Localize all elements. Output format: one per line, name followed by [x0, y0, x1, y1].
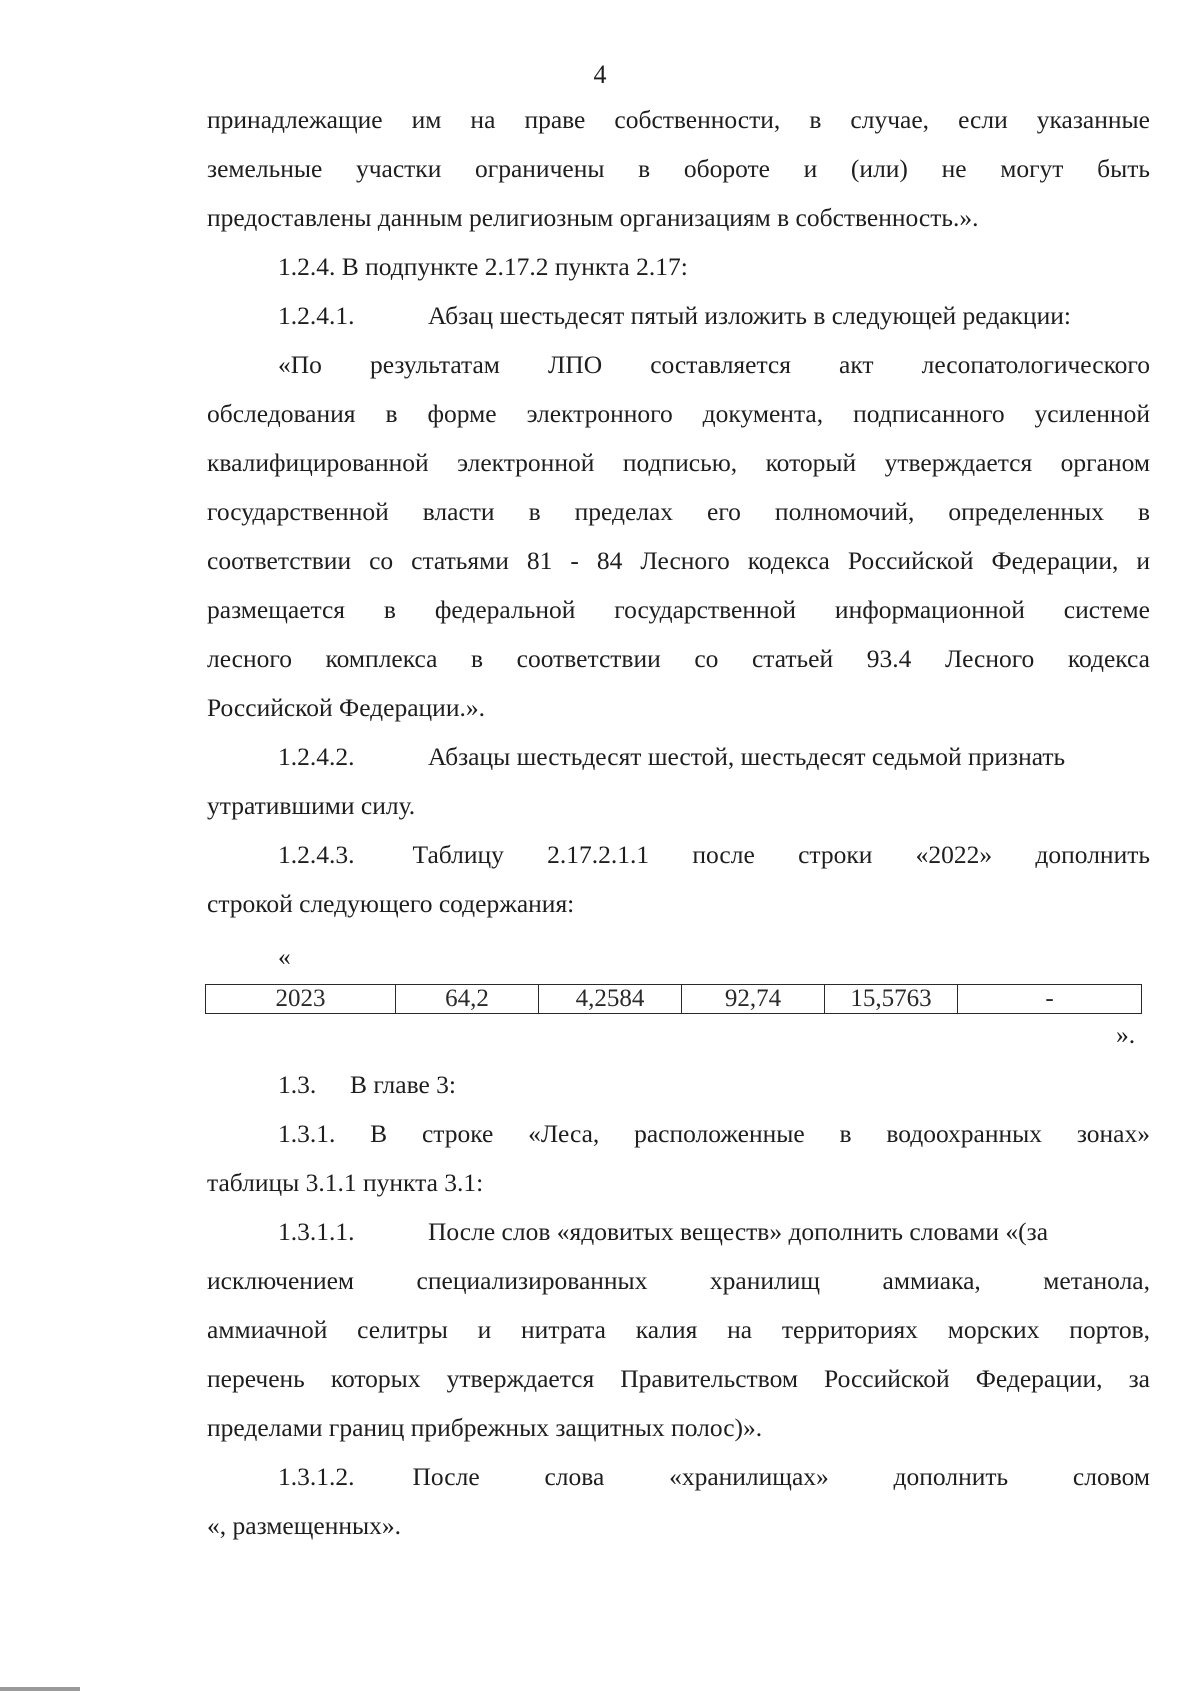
- paragraph-line: «, размещенных».: [207, 1511, 401, 1540]
- paragraph-line: обследования в форме электронного документа, подписанного усиленной: [207, 399, 1150, 428]
- paragraph-line: государственной власти в пределах его полномочий, определенных в: [207, 497, 1150, 526]
- paragraph-line: исключением специализированных хранилищ аммиака, метанола,: [207, 1266, 1150, 1295]
- paragraph-line: утратившими силу.: [207, 791, 416, 820]
- amendment-table-row: [205, 984, 1142, 1014]
- clause-text: После слова «хранилищах» дополнить словом: [412, 1462, 1150, 1491]
- clause-text: Абзац шестьдесят пятый изложить в следующей редакции:: [428, 301, 1071, 330]
- clause-number: 1.3.1.1.: [278, 1217, 355, 1246]
- paragraph-line: аммиачной селитры и нитрата калия на территориях морских портов,: [207, 1315, 1150, 1344]
- chapter-line: [278, 1070, 1150, 1100]
- table-cell: -: [958, 985, 1142, 1014]
- table-cell: 64,2: [396, 985, 539, 1014]
- closing-quote: ».: [1116, 1020, 1136, 1049]
- paragraph-line: Российской Федерации.».: [207, 693, 485, 722]
- clause-text: В главе 3:: [350, 1070, 457, 1099]
- clause-number: 1.3.1.2.: [278, 1462, 355, 1491]
- clause-text: Абзацы шестьдесят шестой, шестьдесят седьмой признать: [428, 742, 1066, 771]
- clause-number: 1.2.4.3.: [278, 840, 355, 869]
- clause-heading: 1.2.4. В подпункте 2.17.2 пункта 2.17:: [278, 252, 688, 281]
- paragraph-line: перечень которых утверждается Правительством Российской Федерации, за: [207, 1364, 1150, 1393]
- table-cell: 15,5763: [825, 985, 958, 1014]
- paragraph-line: лесного комплекса в соответствии со статьей 93.4 Лесного кодекса: [207, 644, 1150, 673]
- scan-artifact-mark: [0, 1687, 80, 1691]
- clause-text: После слов «ядовитых веществ» дополнить словами «(за: [428, 1217, 1049, 1246]
- paragraph-line: предоставлены данным религиозным организациям в собственность.».: [207, 203, 979, 232]
- table-cell-year: 2023: [275, 985, 326, 1012]
- clause-number: 1.3.: [278, 1070, 317, 1099]
- paragraph-line: принадлежащие им на праве собственности, в случае, если указанные: [207, 105, 1150, 134]
- opening-quote: «: [278, 942, 291, 971]
- clause-line: 1.3.1. В строке «Леса, расположенные в водоохранных зонах»: [278, 1119, 1150, 1148]
- clause-line: [278, 1462, 1150, 1492]
- clause-number: 1.2.4.1.: [278, 301, 355, 330]
- paragraph-line: строкой следующего содержания:: [207, 889, 575, 918]
- paragraph-line: пределами границ прибрежных защитных полос)».: [207, 1413, 763, 1442]
- table-row: [206, 985, 1142, 1014]
- clause-line: [278, 301, 1150, 331]
- clause-line: [278, 840, 1150, 870]
- table-cell: 92,74: [682, 985, 825, 1014]
- clause-text: Таблицу 2.17.2.1.1 после строки «2022» дополнить: [412, 840, 1150, 869]
- paragraph-line: соответствии со статьями 81 - 84 Лесного кодекса Российской Федерации, и: [207, 546, 1150, 575]
- clause-line: [278, 1217, 1150, 1247]
- paragraph-line: «По результатам ЛПО составляется акт лесопатологического: [278, 350, 1150, 379]
- clause-line: [278, 742, 1150, 772]
- paragraph-line: размещается в федеральной государственной информационной системе: [207, 595, 1150, 624]
- clause-number: 1.2.4.2.: [278, 742, 355, 771]
- table-cell: 4,2584: [539, 985, 682, 1014]
- paragraph-line: земельные участки ограничены в обороте и (или) не могут быть: [207, 154, 1150, 183]
- paragraph-line: квалифицированной электронной подписью, который утверждается органом: [207, 448, 1150, 477]
- paragraph-line: таблицы 3.1.1 пункта 3.1:: [207, 1168, 484, 1197]
- page-number: 4: [593, 60, 607, 89]
